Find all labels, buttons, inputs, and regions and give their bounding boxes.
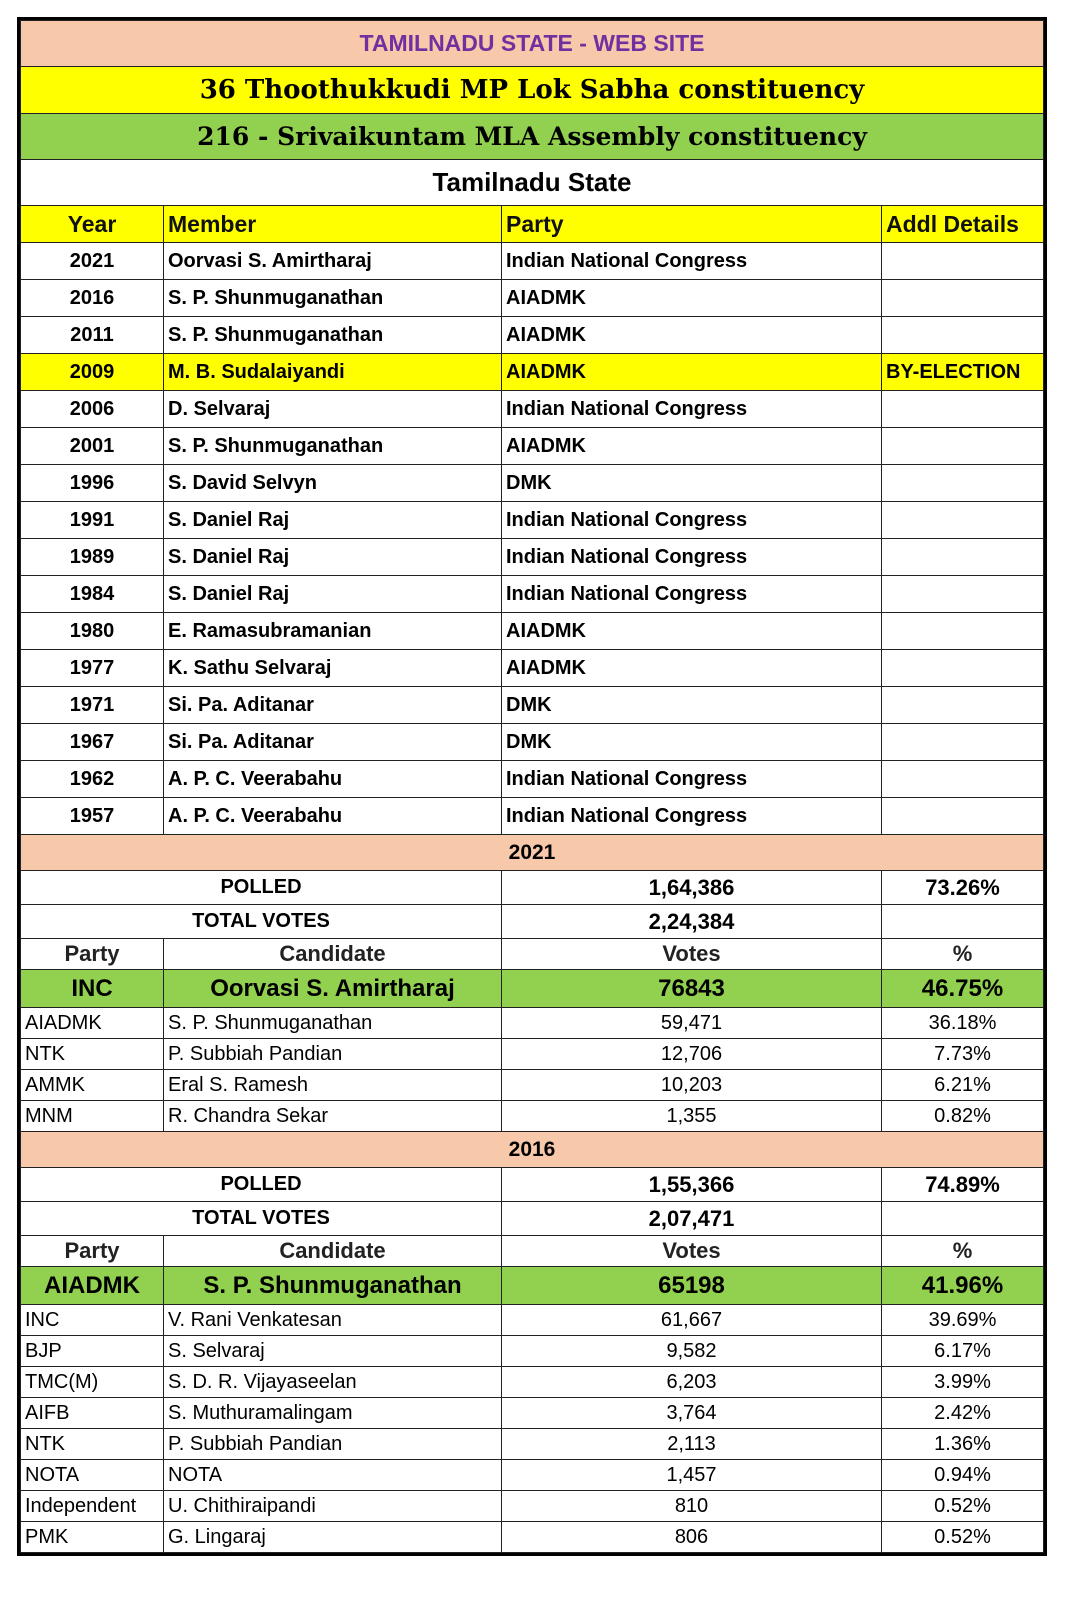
history-member: S. P. Shunmuganathan — [164, 317, 502, 354]
candidate-percent: 0.82% — [882, 1101, 1044, 1132]
candidate-votes: 12,706 — [502, 1039, 882, 1070]
candidate-votes: 806 — [502, 1522, 882, 1553]
election-year-row — [21, 835, 1044, 871]
history-row — [21, 539, 1044, 576]
history-member: S. Daniel Raj — [164, 502, 502, 539]
candidate-party: AMMK — [21, 1070, 164, 1101]
column-header-year: Year — [21, 206, 164, 243]
history-year: 1991 — [21, 502, 164, 539]
candidate-percent: 0.94% — [882, 1460, 1044, 1491]
constituency-sheet — [17, 17, 1047, 1556]
candidate-votes: 2,113 — [502, 1429, 882, 1460]
candidate-percent: 7.73% — [882, 1039, 1044, 1070]
history-details — [882, 798, 1044, 835]
history-member: Oorvasi S. Amirtharaj — [164, 243, 502, 280]
winner-row — [21, 970, 1044, 1008]
history-row — [21, 502, 1044, 539]
election-year-row — [21, 1132, 1044, 1168]
history-year: 1984 — [21, 576, 164, 613]
candidate-row — [21, 1305, 1044, 1336]
column-header-party: Party — [21, 1236, 164, 1267]
history-year: 1996 — [21, 465, 164, 502]
history-details: BY-ELECTION — [882, 354, 1044, 391]
polled-label: POLLED — [21, 871, 502, 905]
candidate-percent: 3.99% — [882, 1367, 1044, 1398]
candidate-row — [21, 1070, 1044, 1101]
history-member: K. Sathu Selvaraj — [164, 650, 502, 687]
history-row — [21, 650, 1044, 687]
column-header-percent: % — [882, 939, 1044, 970]
total-votes-empty — [882, 905, 1044, 939]
history-party: AIADMK — [502, 317, 882, 354]
candidate-name: NOTA — [164, 1460, 502, 1491]
history-member: Si. Pa. Aditanar — [164, 724, 502, 761]
history-party: AIADMK — [502, 354, 882, 391]
history-party: DMK — [502, 465, 882, 502]
polled-row — [21, 1168, 1044, 1202]
history-row — [21, 798, 1044, 835]
candidate-votes: 810 — [502, 1491, 882, 1522]
history-member: A. P. C. Veerabahu — [164, 798, 502, 835]
mla-constituency-title: 216 - Srivaikuntam MLA Assembly constituency — [21, 114, 1044, 160]
winner-party: AIADMK — [21, 1267, 164, 1305]
winner-votes: 76843 — [502, 970, 882, 1008]
candidate-name: S. Muthuramalingam — [164, 1398, 502, 1429]
history-header-row — [21, 206, 1044, 243]
candidate-row — [21, 1101, 1044, 1132]
candidate-row — [21, 1491, 1044, 1522]
history-party: AIADMK — [502, 428, 882, 465]
history-row — [21, 280, 1044, 317]
history-year: 2011 — [21, 317, 164, 354]
candidate-name: U. Chithiraipandi — [164, 1491, 502, 1522]
column-header-candidate: Candidate — [164, 1236, 502, 1267]
candidate-name: G. Lingaraj — [164, 1522, 502, 1553]
candidate-percent: 0.52% — [882, 1491, 1044, 1522]
history-row — [21, 391, 1044, 428]
history-year: 2001 — [21, 428, 164, 465]
total-votes-label: TOTAL VOTES — [21, 1202, 502, 1236]
candidate-party: BJP — [21, 1336, 164, 1367]
history-member: M. B. Sudalaiyandi — [164, 354, 502, 391]
candidate-name: S. D. R. Vijayaseelan — [164, 1367, 502, 1398]
column-header-party: Party — [502, 206, 882, 243]
candidate-row — [21, 1367, 1044, 1398]
result-header-row — [21, 1236, 1044, 1267]
column-header-party: Party — [21, 939, 164, 970]
history-member: A. P. C. Veerabahu — [164, 761, 502, 798]
site-title-row — [21, 21, 1044, 67]
candidate-votes: 3,764 — [502, 1398, 882, 1429]
candidate-party: AIFB — [21, 1398, 164, 1429]
candidate-percent: 1.36% — [882, 1429, 1044, 1460]
polled-label: POLLED — [21, 1168, 502, 1202]
candidate-row — [21, 1460, 1044, 1491]
history-details — [882, 317, 1044, 354]
winner-percent: 41.96% — [882, 1267, 1044, 1305]
polled-percent: 74.89% — [882, 1168, 1044, 1202]
history-details — [882, 724, 1044, 761]
column-header-votes: Votes — [502, 1236, 882, 1267]
candidate-party: NTK — [21, 1429, 164, 1460]
history-details — [882, 243, 1044, 280]
history-member: S. P. Shunmuganathan — [164, 280, 502, 317]
history-party: AIADMK — [502, 280, 882, 317]
state-title: Tamilnadu State — [21, 160, 1044, 206]
history-party: Indian National Congress — [502, 761, 882, 798]
constituency-table — [20, 20, 1044, 1553]
candidate-name: R. Chandra Sekar — [164, 1101, 502, 1132]
history-member: Si. Pa. Aditanar — [164, 687, 502, 724]
candidate-row — [21, 1429, 1044, 1460]
column-header-votes: Votes — [502, 939, 882, 970]
candidate-votes: 9,582 — [502, 1336, 882, 1367]
candidate-percent: 36.18% — [882, 1008, 1044, 1039]
candidate-party: AIADMK — [21, 1008, 164, 1039]
history-details — [882, 502, 1044, 539]
history-row — [21, 724, 1044, 761]
history-member: S. Daniel Raj — [164, 539, 502, 576]
history-party: AIADMK — [502, 613, 882, 650]
candidate-name: P. Subbiah Pandian — [164, 1039, 502, 1070]
winner-candidate: Oorvasi S. Amirtharaj — [164, 970, 502, 1008]
candidate-percent: 39.69% — [882, 1305, 1044, 1336]
history-year: 1989 — [21, 539, 164, 576]
winner-party: INC — [21, 970, 164, 1008]
mp-constituency-row — [21, 67, 1044, 114]
history-year: 2016 — [21, 280, 164, 317]
candidate-name: S. Selvaraj — [164, 1336, 502, 1367]
history-details — [882, 391, 1044, 428]
candidate-row — [21, 1336, 1044, 1367]
result-header-row — [21, 939, 1044, 970]
history-party: Indian National Congress — [502, 539, 882, 576]
candidate-votes: 59,471 — [502, 1008, 882, 1039]
history-party: Indian National Congress — [502, 798, 882, 835]
total-votes-row — [21, 905, 1044, 939]
history-member: E. Ramasubramanian — [164, 613, 502, 650]
history-row — [21, 317, 1044, 354]
candidate-votes: 6,203 — [502, 1367, 882, 1398]
column-header-candidate: Candidate — [164, 939, 502, 970]
election-year-title: 2021 — [21, 835, 1044, 871]
total-votes-empty — [882, 1202, 1044, 1236]
candidate-row — [21, 1398, 1044, 1429]
polled-value: 1,55,366 — [502, 1168, 882, 1202]
candidate-row — [21, 1522, 1044, 1553]
history-party: Indian National Congress — [502, 391, 882, 428]
history-year: 1977 — [21, 650, 164, 687]
column-header-details: Addl Details — [882, 206, 1044, 243]
mla-constituency-row — [21, 114, 1044, 160]
history-party: DMK — [502, 687, 882, 724]
winner-percent: 46.75% — [882, 970, 1044, 1008]
candidate-name: S. P. Shunmuganathan — [164, 1008, 502, 1039]
history-row — [21, 428, 1044, 465]
candidate-votes: 1,457 — [502, 1460, 882, 1491]
history-details — [882, 613, 1044, 650]
history-year: 1967 — [21, 724, 164, 761]
history-year: 1980 — [21, 613, 164, 650]
candidate-party: MNM — [21, 1101, 164, 1132]
candidate-row — [21, 1008, 1044, 1039]
candidate-party: INC — [21, 1305, 164, 1336]
candidate-party: NOTA — [21, 1460, 164, 1491]
column-header-member: Member — [164, 206, 502, 243]
candidate-percent: 6.17% — [882, 1336, 1044, 1367]
candidate-name: Eral S. Ramesh — [164, 1070, 502, 1101]
candidate-percent: 2.42% — [882, 1398, 1044, 1429]
history-details — [882, 650, 1044, 687]
history-details — [882, 539, 1044, 576]
winner-candidate: S. P. Shunmuganathan — [164, 1267, 502, 1305]
candidate-votes: 61,667 — [502, 1305, 882, 1336]
history-details — [882, 761, 1044, 798]
history-details — [882, 576, 1044, 613]
history-year: 2021 — [21, 243, 164, 280]
history-row — [21, 613, 1044, 650]
candidate-party: TMC(M) — [21, 1367, 164, 1398]
history-details — [882, 687, 1044, 724]
history-member: S. Daniel Raj — [164, 576, 502, 613]
total-votes-value: 2,24,384 — [502, 905, 882, 939]
site-title: TAMILNADU STATE - WEB SITE — [21, 21, 1044, 67]
history-row — [21, 761, 1044, 798]
state-row — [21, 160, 1044, 206]
history-details — [882, 428, 1044, 465]
polled-value: 1,64,386 — [502, 871, 882, 905]
history-year: 2009 — [21, 354, 164, 391]
total-votes-label: TOTAL VOTES — [21, 905, 502, 939]
history-party: Indian National Congress — [502, 576, 882, 613]
winner-row — [21, 1267, 1044, 1305]
total-votes-row — [21, 1202, 1044, 1236]
history-row — [21, 243, 1044, 280]
candidate-percent: 0.52% — [882, 1522, 1044, 1553]
candidate-name: V. Rani Venkatesan — [164, 1305, 502, 1336]
history-party: Indian National Congress — [502, 243, 882, 280]
history-member: D. Selvaraj — [164, 391, 502, 428]
history-party: AIADMK — [502, 650, 882, 687]
history-year: 2006 — [21, 391, 164, 428]
candidate-percent: 6.21% — [882, 1070, 1044, 1101]
polled-percent: 73.26% — [882, 871, 1044, 905]
winner-votes: 65198 — [502, 1267, 882, 1305]
history-member: S. David Selvyn — [164, 465, 502, 502]
history-row — [21, 354, 1044, 391]
history-year: 1962 — [21, 761, 164, 798]
candidate-name: P. Subbiah Pandian — [164, 1429, 502, 1460]
history-year: 1957 — [21, 798, 164, 835]
history-member: S. P. Shunmuganathan — [164, 428, 502, 465]
history-year: 1971 — [21, 687, 164, 724]
history-row — [21, 465, 1044, 502]
history-party: DMK — [502, 724, 882, 761]
election-year-title: 2016 — [21, 1132, 1044, 1168]
candidate-votes: 1,355 — [502, 1101, 882, 1132]
candidate-row — [21, 1039, 1044, 1070]
candidate-party: NTK — [21, 1039, 164, 1070]
mp-constituency-title: 36 Thoothukkudi MP Lok Sabha constituency — [21, 67, 1044, 114]
column-header-percent: % — [882, 1236, 1044, 1267]
candidate-party: Independent — [21, 1491, 164, 1522]
candidate-party: PMK — [21, 1522, 164, 1553]
history-row — [21, 687, 1044, 724]
candidate-votes: 10,203 — [502, 1070, 882, 1101]
total-votes-value: 2,07,471 — [502, 1202, 882, 1236]
history-row — [21, 576, 1044, 613]
history-details — [882, 465, 1044, 502]
polled-row — [21, 871, 1044, 905]
history-details — [882, 280, 1044, 317]
history-party: Indian National Congress — [502, 502, 882, 539]
